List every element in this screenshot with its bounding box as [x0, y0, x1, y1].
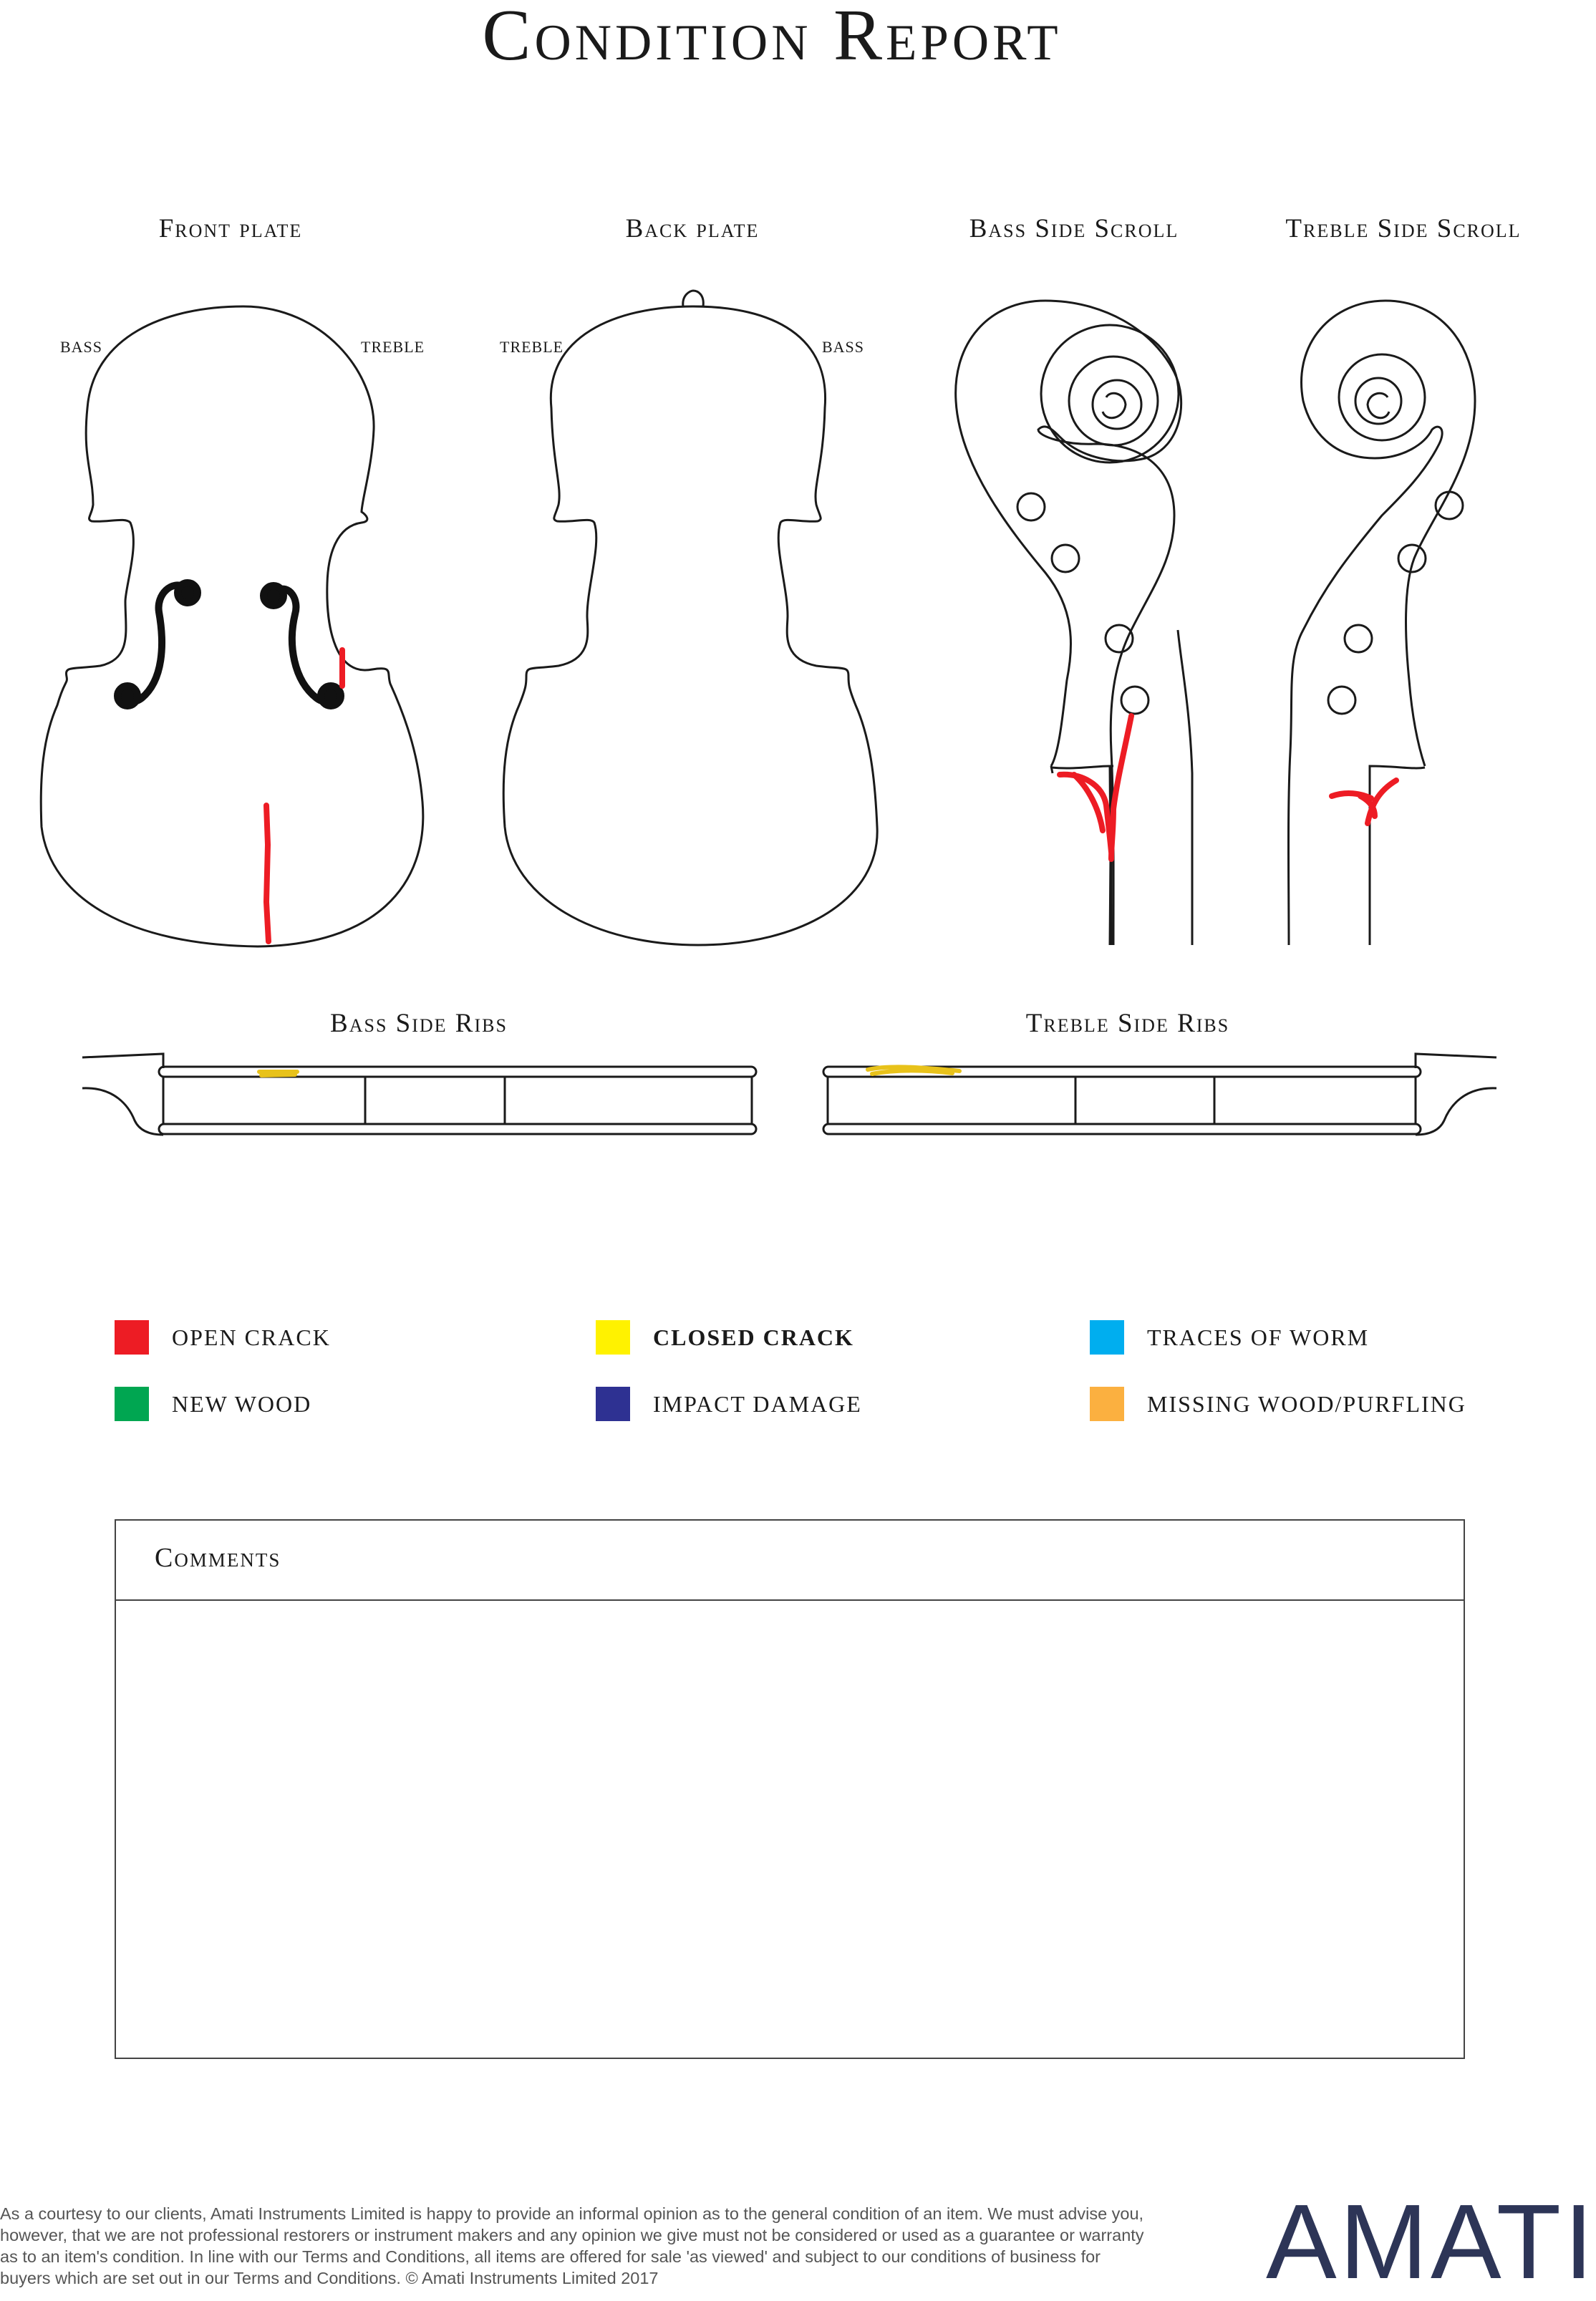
missing-wood-swatch	[1090, 1387, 1124, 1421]
front-bass-side-label: BASS	[60, 338, 103, 356]
front-plate-outline	[41, 306, 423, 946]
treble-scroll-outline	[1289, 301, 1476, 945]
treble-ribs-crack	[868, 1067, 959, 1074]
legend-new-wood	[115, 1387, 311, 1421]
new-wood-swatch	[115, 1387, 149, 1421]
back-plate-outline	[503, 306, 877, 945]
comments-heading: Comments	[116, 1521, 1464, 1601]
treble-ribs-scroll-end	[1416, 1054, 1496, 1135]
legend-impact-damage	[596, 1387, 862, 1421]
instrument-diagrams	[0, 0, 1544, 1160]
closed-crack-swatch	[596, 1320, 630, 1355]
disclaimer-text: As a courtesy to our clients, Amati Instruments Limited is happy to provide an informal opinion as to the general condition of an item. We must advise you, however, that we are not professional restorers or instrument makers and any opinion we give must not be considered or used as a guarantee or warranty as to an item's condition. In line with our Terms and Conditions, all items are offered for sale 'as viewed' and subject to our conditions of business for buyers which are set out in our Terms and Conditions. © Amati Instruments Limited 2017	[0, 2204, 1144, 2287]
legend-label: IMPACT DAMAGE	[653, 1390, 862, 1417]
bass-ribs-scroll-end	[82, 1054, 163, 1135]
legend-label: MISSING WOOD/PURFLING	[1147, 1390, 1466, 1417]
open-crack-markings	[266, 650, 1396, 941]
legend-missing-wood-purfling	[1090, 1387, 1466, 1421]
treble-side-ribs-label: Treble Side Ribs	[1025, 1009, 1230, 1038]
back-treble-side-label: TREBLE	[500, 338, 564, 356]
legend-closed-crack	[596, 1320, 854, 1355]
closed-crack-markings	[259, 1067, 959, 1075]
legend-label: NEW WOOD	[172, 1390, 312, 1417]
bass-ribs-bottom-edge	[159, 1124, 756, 1134]
comments-area[interactable]	[116, 1601, 1464, 2058]
legend-label: CLOSED CRACK	[653, 1324, 854, 1350]
f-holes	[117, 583, 341, 706]
front-plate-crack	[266, 805, 269, 941]
back-bass-side-label: BASS	[822, 338, 865, 356]
bass-side-ribs-label: Bass Side Ribs	[330, 1009, 508, 1038]
comments-box	[115, 1519, 1465, 2059]
treble-side-scroll-label: Treble Side Scroll	[1285, 214, 1522, 243]
bass-ribs-crack	[259, 1072, 297, 1075]
legend-label: TRACES OF WORM	[1147, 1324, 1370, 1350]
traces-of-worm-swatch	[1090, 1320, 1124, 1355]
legend-traces-of-worm	[1090, 1320, 1369, 1355]
amati-logo: AMATI	[1266, 2183, 1596, 2301]
back-plate-label: Back plate	[625, 214, 760, 243]
open-crack-swatch	[115, 1320, 149, 1355]
treble-ribs-bottom-edge	[823, 1124, 1421, 1134]
bass-scroll-crack	[1111, 716, 1131, 859]
bass-side-scroll-label: Bass Side Scroll	[969, 214, 1179, 243]
bass-ribs-top-edge	[159, 1067, 756, 1077]
front-treble-side-label: TREBLE	[361, 338, 425, 356]
page-title: Condition Report	[482, 0, 1062, 76]
back-plate-button	[683, 291, 704, 306]
impact-damage-swatch	[596, 1387, 630, 1421]
front-plate-label: Front plate	[158, 214, 303, 243]
treble-scroll-crack	[1332, 780, 1396, 823]
legend-open-crack	[115, 1320, 331, 1355]
legend-label: OPEN CRACK	[172, 1324, 331, 1350]
